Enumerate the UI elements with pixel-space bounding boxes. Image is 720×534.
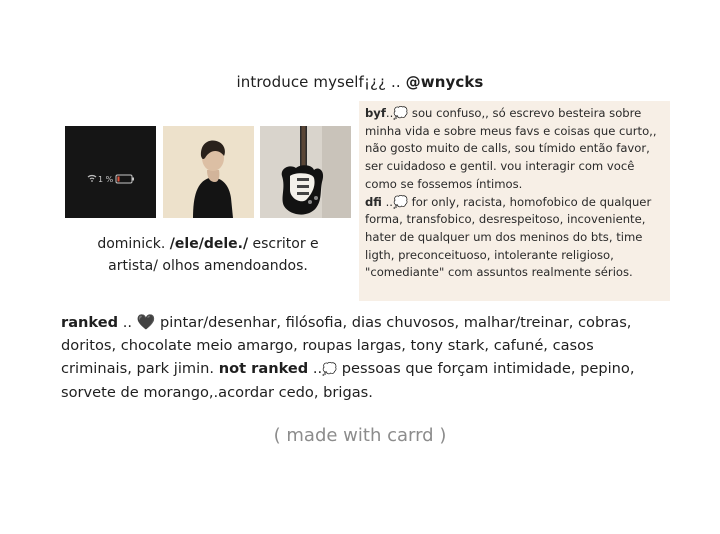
photo-portrait bbox=[163, 126, 254, 218]
ranked-separator: .. bbox=[122, 314, 133, 331]
handle-link[interactable]: @wnycks bbox=[405, 73, 484, 91]
photo-phone-screen bbox=[65, 126, 156, 218]
bio-pronouns: /ele/dele./ bbox=[169, 236, 249, 252]
dfi-separator: .. bbox=[385, 194, 393, 209]
black-heart-icon: 🖤 bbox=[136, 313, 156, 331]
byf-separator: .. bbox=[385, 106, 394, 120]
byf-label: byf bbox=[365, 106, 386, 120]
phone-status-text: 1 % bbox=[98, 175, 114, 184]
not-ranked-separator: .. bbox=[312, 360, 323, 377]
bio-text bbox=[80, 233, 336, 277]
speech-bubble-icon: 💭 bbox=[393, 106, 409, 120]
photo-guitar bbox=[260, 126, 351, 218]
ranked-section bbox=[61, 311, 661, 404]
speech-bubble-icon: 💭 bbox=[392, 194, 408, 209]
title-prefix: introduce myself¡¿¿ .. bbox=[236, 73, 401, 91]
info-box bbox=[359, 101, 670, 301]
not-ranked-label: not ranked bbox=[218, 360, 309, 377]
ranked-label: ranked bbox=[61, 314, 119, 331]
dfi-label: dfi bbox=[365, 194, 382, 209]
bio-name: dominick. bbox=[97, 236, 166, 252]
page-title bbox=[0, 73, 720, 91]
not-ranked-text: pessoas que forçam intimidade, pepino, sorvete de morango,.acordar cedo, brigas. bbox=[61, 360, 635, 401]
byf-text: sou confuso,, só escrevo besteira sobre minha vida e sobre meus favs e coisas que curto,, não gosto muito de calls, sou tímido então favor, ser cuidadoso e gentil. vou interagir com você como se fossemos íntimos. bbox=[365, 106, 657, 191]
dfi-text: for only, racista, homofobico de qualquer forma, transfobico, desrespeitoso, incoveniente, hater de qualquer um dos meninos do bts, time ligth, preconceituoso, intolerante religioso, "comediante" com assuntos realmente sérios. bbox=[365, 194, 652, 280]
made-with-carrd-link[interactable]: ( made with carrd ) bbox=[273, 425, 447, 446]
speech-bubble-icon: 💭 bbox=[322, 362, 338, 376]
ranked-text: pintar/desenhar, filósofia, dias chuvosos, malhar/treinar, cobras, doritos, chocolate meio amargo, roupas largas, tony stark, cafuné, casos criminais, park jimin. bbox=[61, 314, 632, 377]
bio-description: escritor e artista/ olhos amendoandos. bbox=[108, 236, 319, 274]
